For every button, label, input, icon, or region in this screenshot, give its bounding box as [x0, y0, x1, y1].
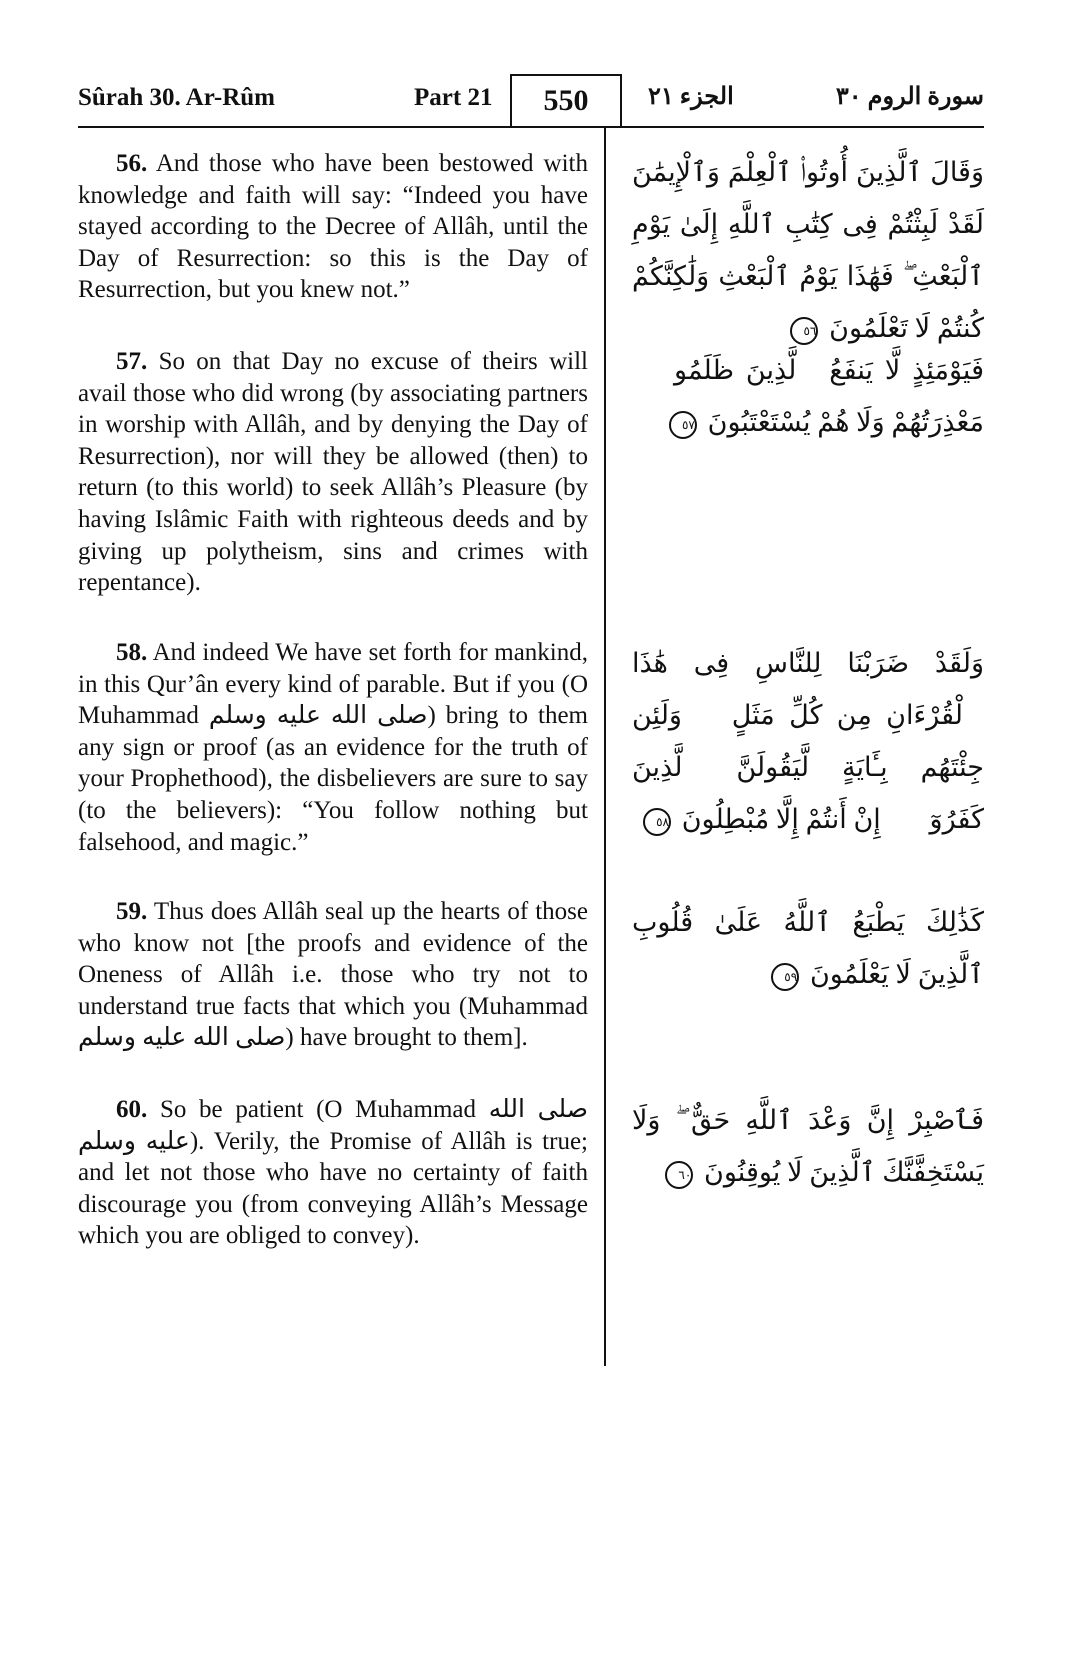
arabic-text: فَٱصْبِرْ إِنَّ وَعْدَ ٱللَّهِ حَقٌّ ۖ وَلَا يَسْتَخِفَّنَّكَ ٱلَّذِينَ لَا يُوقِنُونَ — [632, 1105, 984, 1187]
ayah-end-marker: ٥٦ — [790, 317, 818, 345]
page-number-box: 550 — [510, 74, 622, 126]
verse-58-translation — [78, 637, 588, 858]
verse-number: 60. — [116, 1096, 148, 1123]
arabic-text: فَيَوْمَئِذٍ لَّا يَنفَعُ ٱلَّذِينَ ظَلَمُوا۟ مَعْذِرَتُهُمْ وَلَا هُمْ يُسْتَعْتَبُونَ — [632, 355, 984, 437]
juz-label-ar: الجزء ٢١ — [648, 84, 734, 110]
part-label-en: Part 21 — [414, 84, 493, 111]
verse-text: So on that Day no excuse of theirs will avail those who did wrong (by associating partners in worship with Allâh, and by denying the Day of Resurrection), nor will they be allowed (then) to return (to this world) to seek Allâh’s Pleasure (by having Islâmic Faith with righteous deeds and by giving up polytheism, sins and crimes with repentance). — [78, 348, 588, 597]
verse-60-arabic — [632, 1094, 984, 1198]
verse-58-arabic — [632, 637, 984, 845]
arabic-text: كَذَٰلِكَ يَطْبَعُ ٱللَّهُ عَلَىٰ قُلُوبِ ٱلَّذِينَ لَا يَعْلَمُونَ — [632, 907, 984, 989]
verse-number: 56. — [116, 150, 148, 177]
verse-59-translation — [78, 896, 588, 1054]
verse-number: 57. — [116, 348, 148, 375]
verse-text: And those who have been bestowed with knowledge and faith will say: “Indeed you have stayed according to the Decree of Allâh, until the Day of Resurrection: so this is the Day of Resurrection, but you knew not.” — [78, 150, 588, 304]
verse-57-arabic — [632, 344, 984, 448]
ayah-end-marker: ٥٨ — [643, 808, 671, 836]
ayah-end-marker: ٥٧ — [669, 411, 697, 439]
verse-59-arabic — [632, 896, 984, 1000]
page-header — [78, 74, 984, 128]
verse-56-arabic — [632, 146, 984, 354]
verse-text: And indeed We have set forth for mankind, in this Qur’ân every kind of parable. But if you (O Muhammad صلى الله عليه وسلم) bring to them any sign or proof (as an evidence for the truth of your Prophethood), the disbelievers are sure to say (to the believers): “You follow nothing but falsehood, and magic.” — [78, 639, 588, 856]
column-divider — [604, 128, 606, 1366]
arabic-text: وَقَالَ ٱلَّذِينَ أُوتُوا۟ ٱلْعِلْمَ وَٱلْإِيمَٰنَ لَقَدْ لَبِثْتُمْ فِى كِتَٰبِ ٱللَّهِ إِلَىٰ يَوْمِ ٱلْبَعْثِ ۖ فَهَٰذَا يَوْمُ ٱلْبَعْثِ وَلَٰكِنَّكُمْ كُنتُمْ لَا تَعْلَمُونَ — [632, 157, 984, 343]
verse-text: So be patient (O Muhammad صلى الله عليه وسلم). Verily, the Promise of Allâh is true; and let not those who have no certainty of faith discourage you (from conveying Allâh’s Message which you are obliged to convey). — [78, 1096, 588, 1250]
verse-text: Thus does Allâh seal up the hearts of those who know not [the proofs and evidence of the Oneness of Allâh i.e. those who try not to understand true facts that which you (Muhammad صلى الله عليه وسلم) have brought to them]. — [78, 898, 588, 1052]
verse-60-translation — [78, 1094, 588, 1252]
verse-56-translation — [78, 148, 588, 306]
ayah-end-marker: ٥٩ — [771, 963, 799, 991]
verse-number: 58. — [116, 639, 148, 666]
surah-title-en: Sûrah 30. Ar-Rûm — [78, 84, 276, 111]
surah-title-ar: سورة الروم ٣٠ — [835, 84, 984, 110]
arabic-text: وَلَقَدْ ضَرَبْنَا لِلنَّاسِ فِى هَٰذَا ٱلْقُرْءَانِ مِن كُلِّ مَثَلٍ ۚ وَلَئِن جِئْتَهُم بِـَٔايَةٍ لَّيَقُولَنَّ ٱلَّذِينَ كَفَرُوٓا۟ إِنْ أَنتُمْ إِلَّا مُبْطِلُونَ — [632, 648, 984, 834]
verse-number: 59. — [116, 898, 148, 925]
verse-57-translation — [78, 346, 588, 599]
ayah-end-marker: ٦٠ — [665, 1161, 693, 1189]
